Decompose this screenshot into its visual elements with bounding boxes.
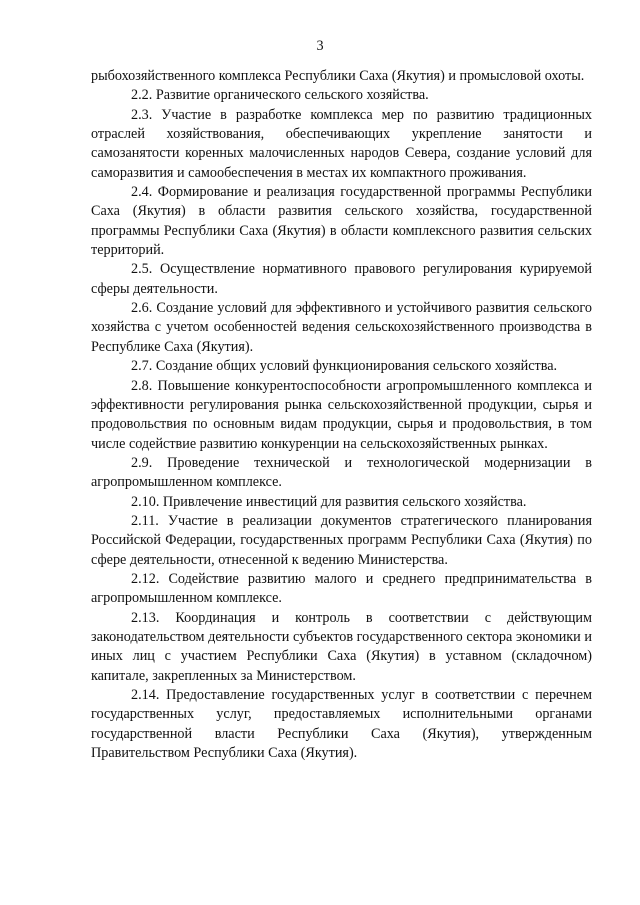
paragraph-2-3: 2.3. Участие в разработке комплекса мер по развитию традиционных отраслей хозяйствования, обеспечивающих укрепление занятости и самозанятости коренных малочисленных народов Севера, создание условий для саморазвития и самообеспечения в местах их компактного проживания. — [91, 106, 592, 181]
paragraph-2-6: 2.6. Создание условий для эффективного и устойчивого развития сельского хозяйства с учетом особенностей ведения сельскохозяйственного производства в Республике Саха (Якутия). — [91, 300, 592, 355]
paragraph-2-5: 2.5. Осуществление нормативного правового регулирования курируемой сферы деятельности. — [91, 261, 592, 297]
paragraph-2-14: 2.14. Предоставление государственных услуг в соответствии с перечнем государственных услуг, предоставляемых исполнительными органами государственной власти Республики Саха (Якутия), утвержденным Правительством Республики Саха (Якутия). — [91, 687, 592, 762]
paragraph-2-9: 2.9. Проведение технической и технологической модернизации в агропромышленном комплексе. — [91, 454, 592, 491]
paragraph-continuation: рыбохозяйственного комплекса Республики Саха (Якутия) и промысловой охоты. — [91, 68, 585, 84]
paragraph-2-11: 2.11. Участие в реализации документов стратегического планирования Российской Федерации, государственных программ Республики Саха (Якутия) по сфере деятельности, отнесенной к ведению Министерства. — [91, 512, 592, 568]
paragraph-2-8: 2.8. Повышение конкурентоспособности агропромышленного комплекса и эффективности регулирования рынка сельскохозяйственной продукции, сырья и продовольствия по основным видам продукции, сырья и продовольствия, в том числе содействие развитию конкуренции на сельскохозяйственных рынках. — [91, 377, 592, 452]
paragraph-2-12: 2.12. Содействие развитию малого и среднего предпринимательства в агропромышленном комплексе. — [91, 570, 592, 607]
page-number: 3 — [316, 38, 324, 54]
document-body — [91, 67, 592, 763]
paragraph-2-2: 2.2. Развитие органического сельского хозяйства. — [131, 87, 429, 104]
paragraph-2-4: 2.4. Формирование и реализация государственной программы Республики Саха (Якутия) в области развития сельского хозяйства, государственной программы Республики Саха (Якутия) в области комплексного развития сельских территорий. — [91, 184, 592, 259]
paragraph-2-13: 2.13. Координация и контроль в соответствии с действующим законодательством деятельности субъектов государственного сектора экономики и иных лиц с участием Республики Саха (Якутия) в уставном (складочном) капитале, закрепленных за Министерством. — [91, 609, 592, 684]
paragraph-2-10: 2.10. Привлечение инвестиций для развития сельского хозяйства. — [131, 493, 527, 510]
paragraph-2-7: 2.7. Создание общих условий функционирования сельского хозяйства. — [131, 358, 558, 375]
